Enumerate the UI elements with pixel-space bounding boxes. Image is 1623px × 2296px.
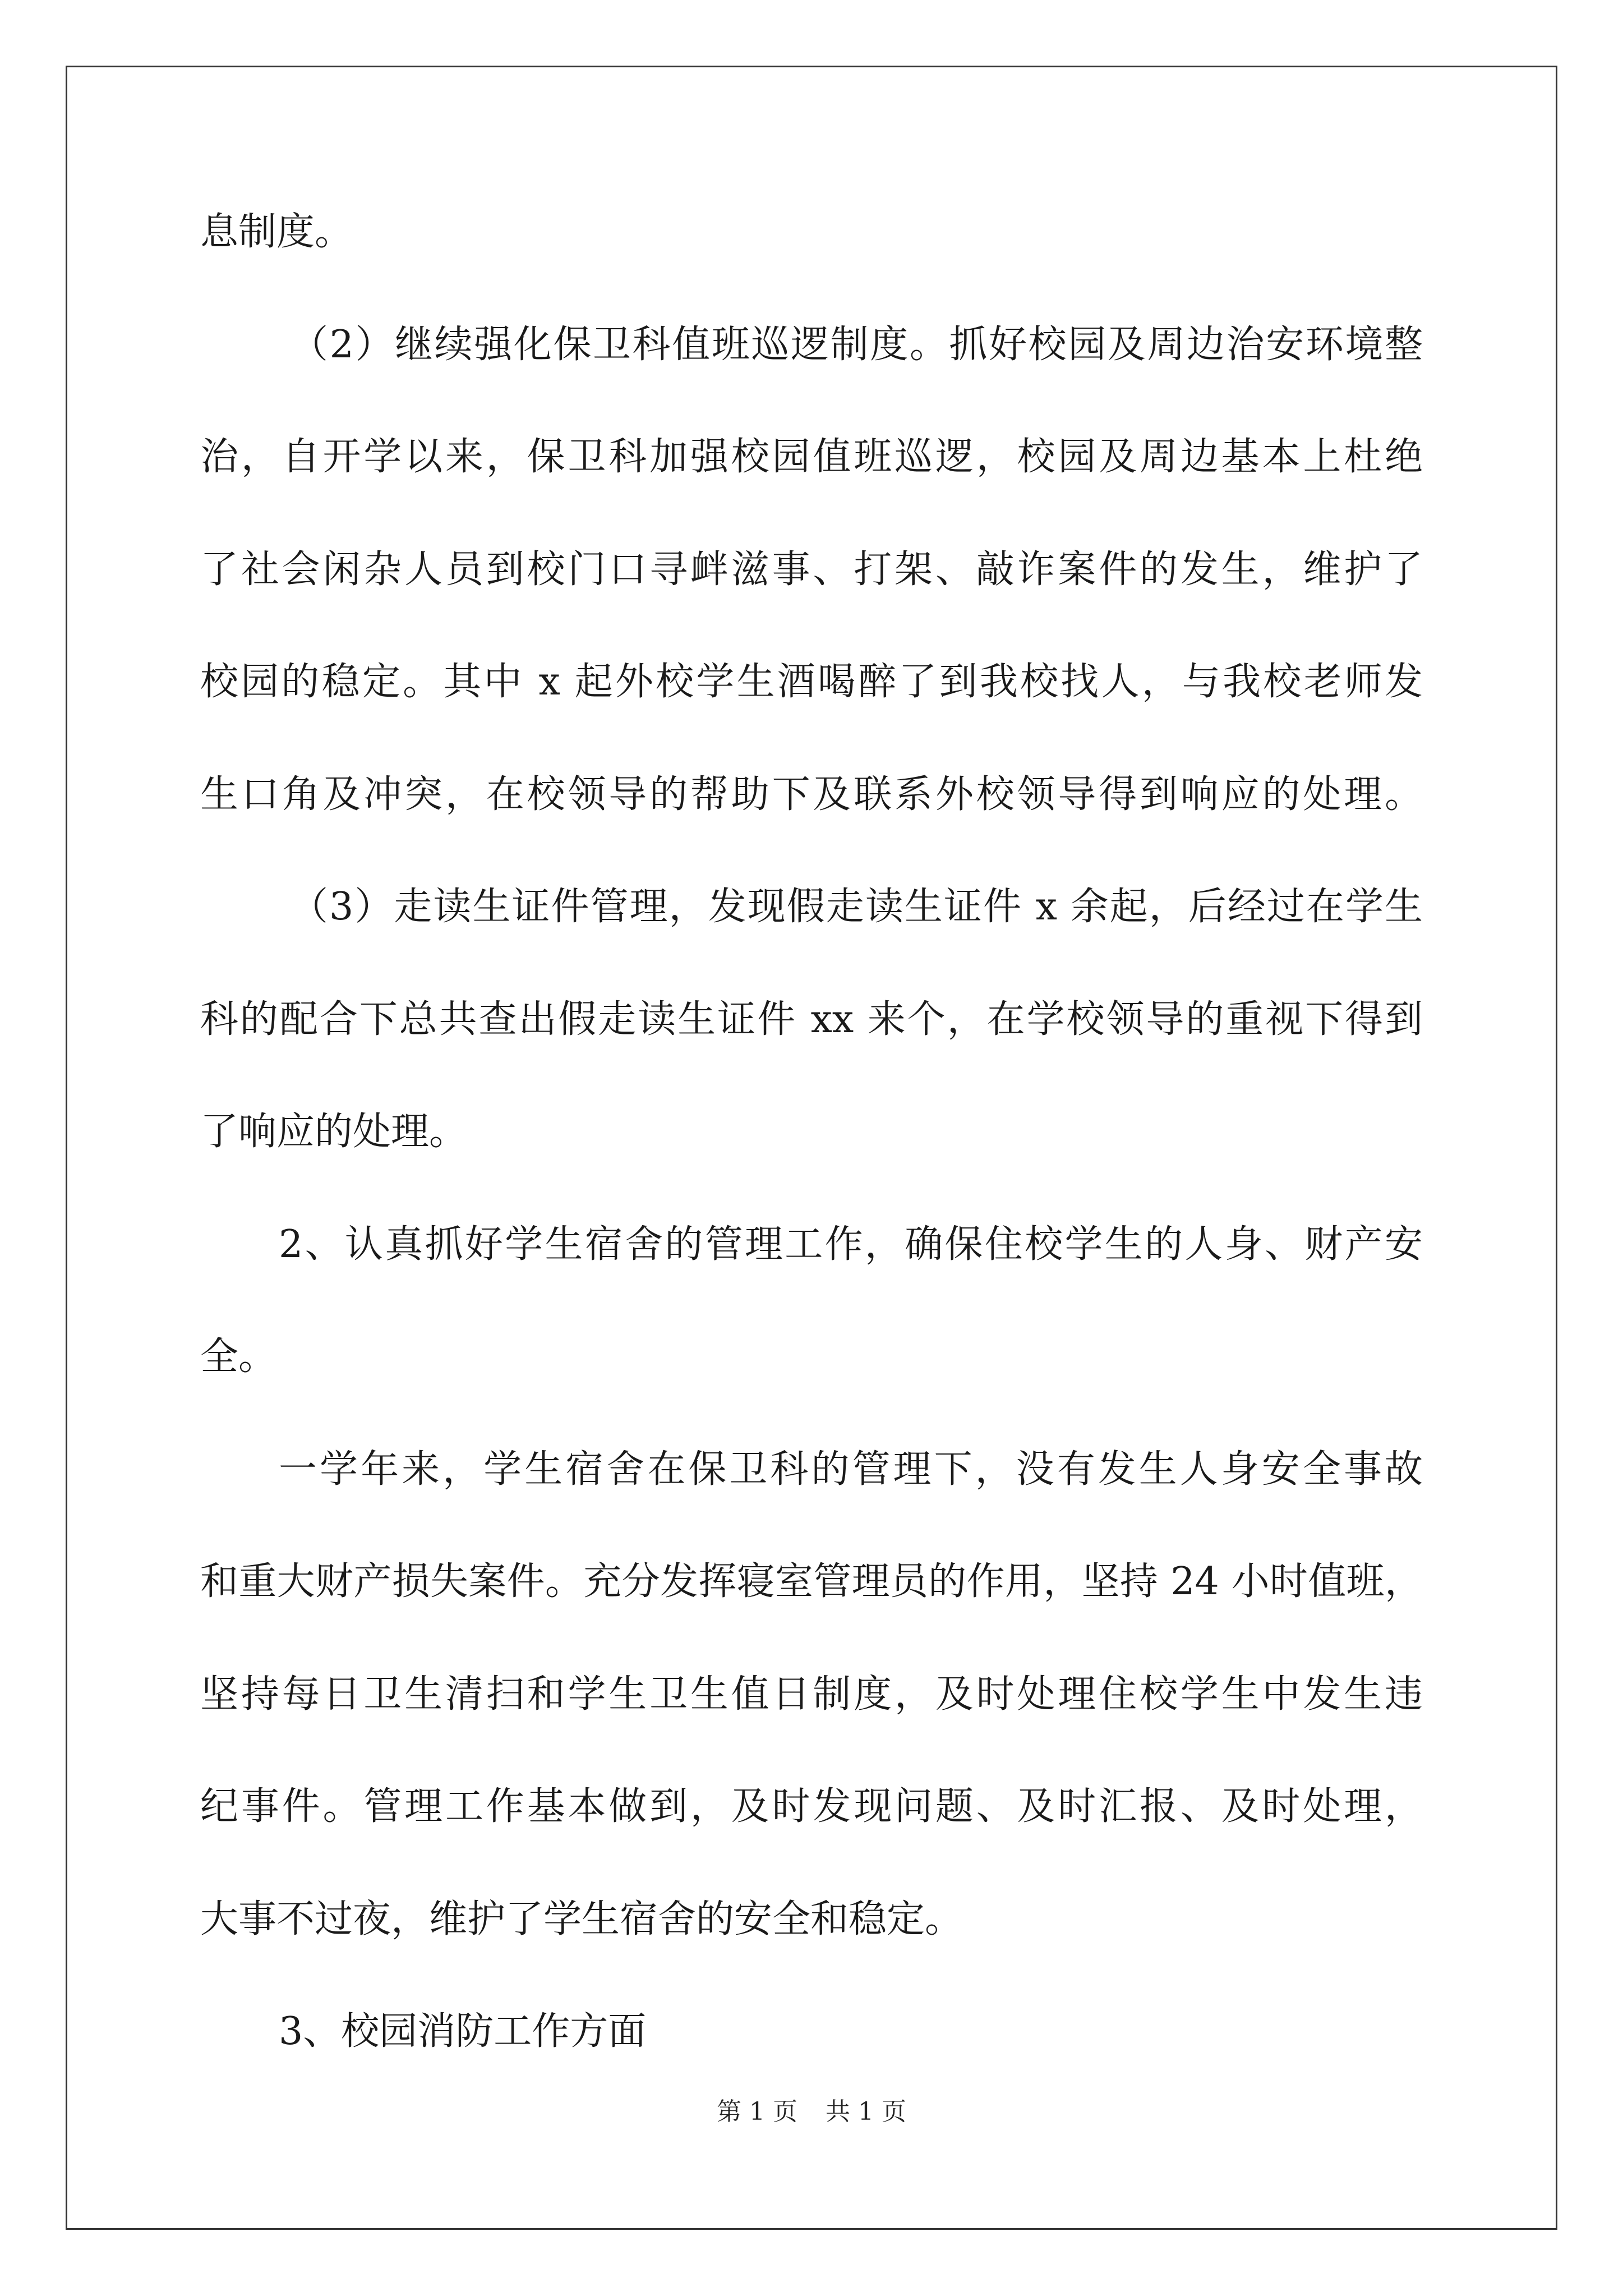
text-line: 2、认真抓好学生宿舍的管理工作，确保住校学生的人身、财产安 (279, 1222, 1423, 1267)
document-body-lines-13-16 (200, 0, 1423, 2296)
text-line: 了响应的处理。 (200, 1110, 468, 1154)
text-line: 科的配合下总共查出假走读生证件 xx 来个，在学校领导的重视下得到 (200, 997, 1423, 1042)
text-line: （3）走读生证件管理，发现假走读生证件 x 余起，后经过在学生 (290, 885, 1423, 929)
text-line: 了社会闲杂人员到校门口寻衅滋事、打架、敲诈案件的发生，维护了 (200, 547, 1423, 592)
text-line: 坚持每日卫生清扫和学生卫生值日制度，及时处理住校学生中发生违 (200, 1672, 1423, 1717)
text-line: 一学年来，学生宿舍在保卫科的管理下，没有发生人身安全事故 (279, 1447, 1423, 1492)
text-line: 和重大财产损失案件。充分发挥寝室管理员的作用，坚持 24 小时值班， (200, 1559, 1423, 1604)
text-line: 大事不过夜，维护了学生宿舍的安全和稳定。 (200, 1897, 963, 1941)
text-line: 治，自开学以来，保卫科加强校园值班巡逻，校园及周边基本上杜绝 (200, 435, 1423, 479)
text-line: 生口角及冲突，在校领导的帮助下及联系外校领导得到响应的处理。 (200, 772, 1423, 817)
text-line: 息制度。 (200, 210, 353, 254)
text-line: 全。 (200, 1335, 277, 1379)
text-line: 纪事件。管理工作基本做到，及时发现问题、及时汇报、及时处理， (200, 1784, 1423, 1829)
text-line: 校园的稳定。其中 x 起外校学生酒喝醉了到我校找人，与我校老师发 (200, 660, 1423, 704)
page-number-total: 共 1 页 (826, 2097, 906, 2126)
page-footer (0, 2097, 1623, 2126)
page-number-current: 第 1 页 (717, 2097, 797, 2126)
text-line: （2）继续强化保卫科值班巡逻制度。抓好校园及周边治安环境整 (290, 323, 1423, 367)
text-line: 3、校园消防工作方面 (279, 2009, 647, 2054)
